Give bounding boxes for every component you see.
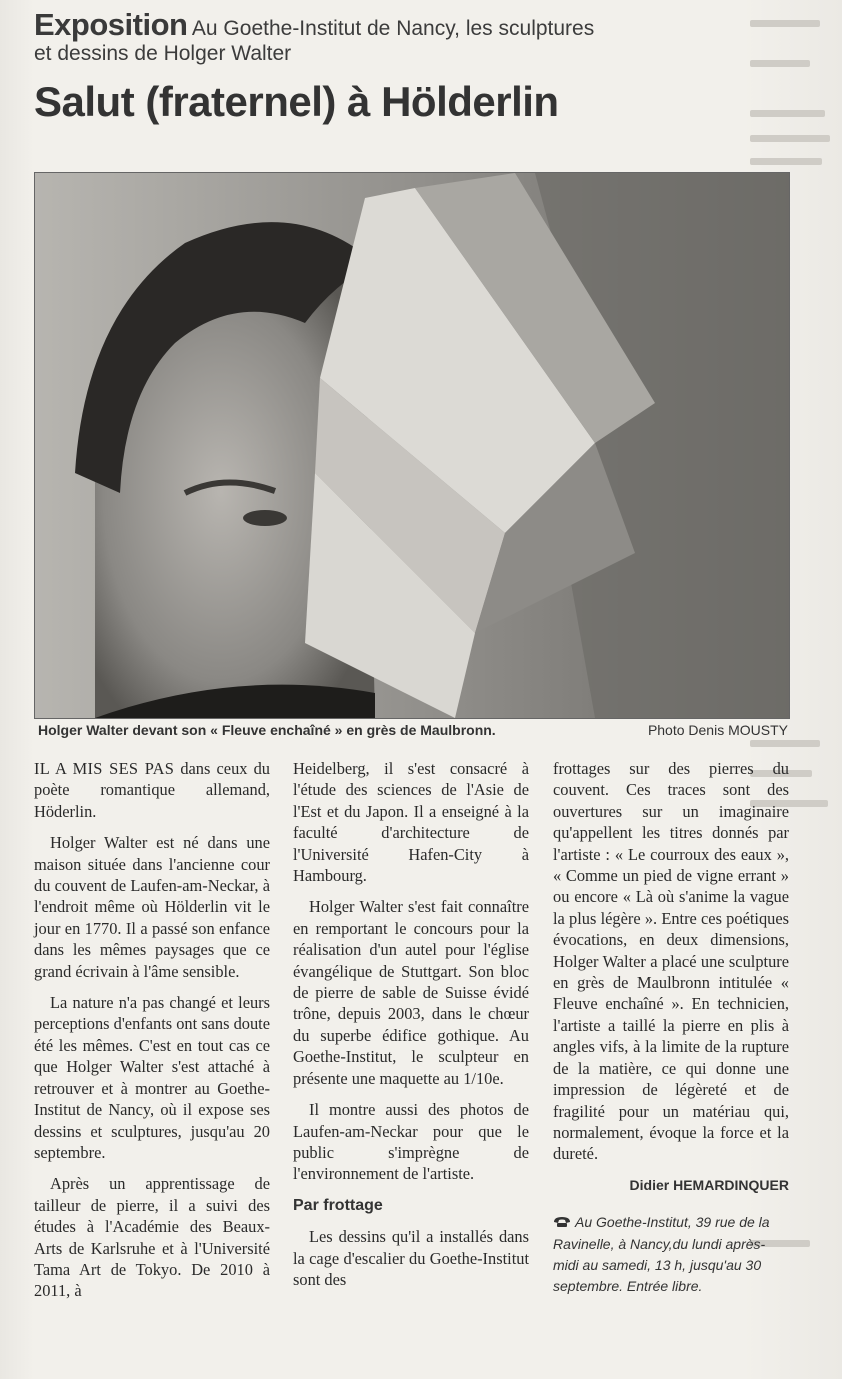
- photo-caption: Holger Walter devant son « Fleuve enchaîné » en grès de Maulbronn.: [38, 722, 496, 738]
- practical-info-text: Au Goethe-Institut, 39 rue de la Ravinelle, à Nancy,du lundi après-midi au samedi, 13 h, jusqu'au 30 septembre. Entrée libre.: [553, 1214, 770, 1295]
- headline: Salut (fraternel) à Hölderlin: [34, 78, 559, 125]
- body-column-3: [553, 758, 789, 1297]
- paragraph: Heidelberg, il s'est consacré à l'étude des sciences de l'Asie de l'Est et du Japon. Il a enseigné à la faculté d'architecture de l'Université Hafen-City à Hambourg.: [293, 759, 529, 886]
- photo-credit: Photo Denis MOUSTY: [647, 722, 788, 738]
- portrait-with-sculpture-image: [35, 173, 789, 718]
- paragraph: Après un apprentissage de tailleur de pierre, il a suivi des études à l'Académie des Beaux-Arts de Karlsruhe et à l'Université Tama Art de Tokyo. De 2010 à 2011, à: [34, 1174, 270, 1301]
- subtitle-line-1: Au Goethe-Institut de Nancy, les sculptures: [191, 17, 595, 40]
- paragraph: Il montre aussi des photos de Laufen-am-Neckar pour que le public s'imprègne de l'environnement de l'artiste.: [293, 1100, 529, 1184]
- practical-info: [553, 1212, 789, 1297]
- subtitle-line-2: et dessins de Holger Walter: [34, 42, 292, 66]
- adjacent-page-edge: [0, 0, 34, 1379]
- paragraph: [34, 758, 270, 822]
- paragraph: frottages sur des pierres du couvent. Ces traces sont des ouvertures sur un imaginaire qu'appellent les titres donnés par l'artiste : « Le courroux des eaux », « Comme un pied de vigne errant » ou encore « Là où s'anime la vague la plus légère ». Entre ces poétiques évocations, en deux dimensions, Holger Walter a placé une sculpture en grès de Maulbronn intitulée « Fleuve enchaîné ». En technicien, l'artiste a taillé la pierre en plis à angles vifs, à la limite de la rupture de la matière, ce qui donne une impression de légèreté et de fragilité pour un matériau qui, normalement, évoque la force et la dureté.: [553, 759, 789, 1164]
- paragraph: Les dessins qu'il a installés dans la cage d'escalier du Goethe-Institut sont des: [293, 1227, 529, 1289]
- paragraph-text: dans ceux du poète romantique allemand, Höderlin.: [34, 759, 270, 821]
- paragraph: La nature n'a pas changé et leurs perceptions d'enfants ont sans doute été les mêmes. C'est en tout cas ce que Holger Walter s'est attaché à retrouver et à montrer au Goethe-Institut de Nancy, où il expose ses dessins et sculptures, jusqu'au 20 septembre.: [34, 993, 271, 1162]
- author-signature: Didier HEMARDINQUER: [629, 1176, 789, 1193]
- telephone-icon: [553, 1213, 571, 1234]
- rubric-label: Exposition: [34, 7, 188, 42]
- section-subhead: Par frottage: [293, 1196, 383, 1214]
- body-column-2: [293, 758, 529, 1300]
- lead-in-caps: IL A MIS SES PAS: [34, 759, 175, 778]
- paragraph: Holger Walter est né dans une maison située dans l'ancienne cour du couvent de Laufen-am-Neckar, à l'endroit même où Hölderlin vit le jour en 1770. Il a passé son enfance dans les mêmes paysages que ce grand écrivain à l'âme sensible.: [34, 833, 270, 981]
- photo-caption-row: [34, 722, 788, 742]
- paragraph: Holger Walter s'est fait connaître en remportant le concours pour la réalisation d'un autel pour l'église évangélique de Stuttgart. Son bloc de pierre de sable de Suisse évidé trône, depuis 2003, dans le chœur du superbe édifice gothique. Au Goethe-Institut, le sculpteur en présente une maquette au 1/10e.: [293, 897, 529, 1088]
- body-column-1: [34, 758, 270, 1312]
- article-rubric: [34, 8, 734, 65]
- article-photo: [34, 172, 790, 719]
